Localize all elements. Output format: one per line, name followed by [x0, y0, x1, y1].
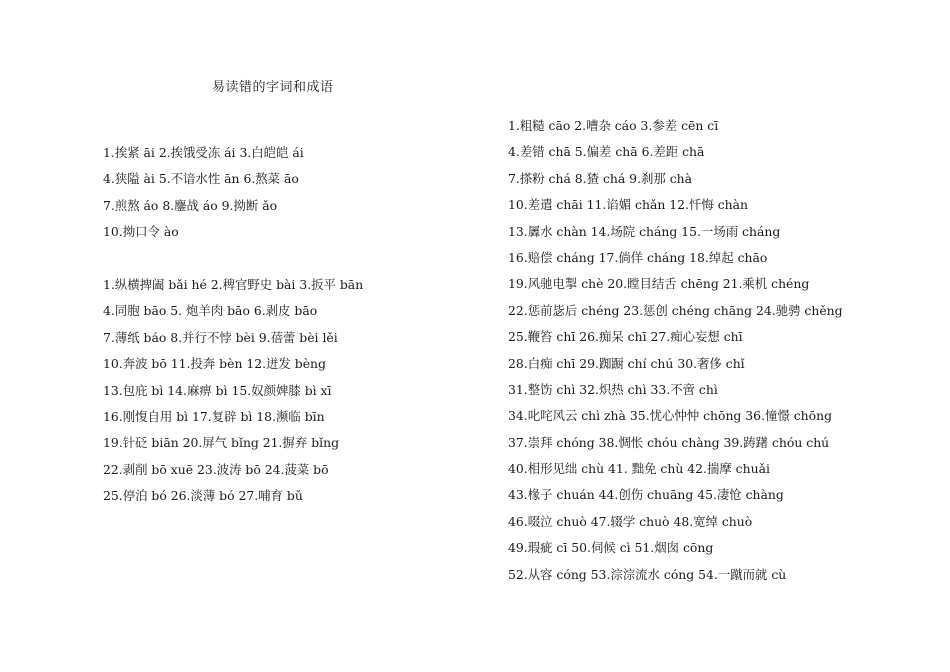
- vocab-line: 1.挨紧 āi 2.挨饿受冻 ái 3.白皑皑 ái: [103, 145, 304, 160]
- vocab-line: 16.赔偿 cháng 17.倘佯 cháng 18.绰起 chāo: [508, 249, 768, 265]
- vocab-line: 4.同胞 bāo 5. 炮羊肉 bāo 6.剥皮 bāo: [103, 303, 318, 319]
- vocab-line: 13.羼水 chàn 14.场院 cháng 15.一场雨 cháng: [508, 223, 781, 239]
- vocab-line: 7.薄纸 báo 8.并行不悖 bèi 9.蓓蕾 bèi lěi: [103, 329, 338, 345]
- vocab-line: 22.惩前毖后 chéng 23.惩创 chéng chāng 24.驰骋 chěng: [508, 302, 843, 318]
- vocab-line: 1.粗糙 cāo 2.嘈杂 cáo 3.参差 cēn cī: [508, 118, 719, 133]
- vocab-line: 25.停泊 bó 26.淡薄 bó 27.哺育 bǔ: [103, 488, 303, 504]
- vocab-line: 34.叱咤风云 chì zhà 35.忧心忡忡 chōng 36.憧憬 chōng: [508, 408, 833, 424]
- vocab-line: 10.奔波 bō 11.投奔 bèn 12.迸发 bèng: [103, 356, 326, 372]
- vocab-line: 1.纵横捭阖 bǎi hé 2.稗官野史 bài 3.扳平 bān: [103, 277, 364, 292]
- vocab-line: 19.风驰电掣 chè 20.瞠目结舌 chēng 21.乘机 chéng: [508, 276, 810, 292]
- vocab-list-a: [103, 140, 304, 246]
- document-title: 易读错的字词和成语: [212, 80, 334, 95]
- vocab-list-c: [508, 113, 843, 588]
- vocab-line: 19.针砭 biān 20.屏气 bǐng 21.摒弃 bǐng: [103, 435, 340, 451]
- vocab-line: 4.狭隘 ài 5.不谙水性 ān 6.熬菜 āo: [103, 171, 299, 187]
- vocab-line: 22.剥削 bō xuē 23.波涛 bō 24.菠菜 bō: [103, 461, 329, 477]
- vocab-line: 7.搽粉 chá 8.猹 chá 9.刹那 chà: [508, 170, 693, 186]
- vocab-line: 46.啜泣 chuò 47.辍学 chuò 48.宽绰 chuò: [508, 513, 753, 529]
- vocab-line: 10.差遣 chāi 11.谄媚 chǎn 12.忏悔 chàn: [508, 197, 748, 213]
- vocab-line: 16.刚愎自用 bì 17.复辟 bì 18.濒临 bīn: [103, 408, 325, 424]
- vocab-line: 31.整饬 chì 32.炽热 chì 33.不啻 chì: [508, 381, 718, 397]
- vocab-line: 43.椽子 chuán 44.创伤 chuāng 45.凄怆 chàng: [508, 487, 784, 503]
- vocab-line: 10.拗口令 ào: [103, 224, 179, 240]
- vocab-line: 40.相形见绌 chù 41. 黜免 chù 42.揣摩 chuǎi: [508, 461, 770, 477]
- vocab-line: 49.瑕疵 cī 50.伺候 cì 51.烟囱 cōng: [508, 540, 714, 556]
- vocab-line: 28.白痴 chī 29.踟蹰 chí chú 30.奢侈 chǐ: [508, 355, 745, 371]
- vocab-line: 37.崇拜 chóng 38.惆怅 chóu chàng 39.踌躇 chóu chú: [508, 434, 830, 450]
- vocab-line: 4.差错 chā 5.偏差 chā 6.差距 chā: [508, 144, 705, 160]
- vocab-line: 13.包庇 bì 14.麻痹 bì 15.奴颜婢膝 bì xī: [103, 382, 332, 398]
- vocab-line: 52.从容 cóng 53.淙淙流水 cóng 54.一蹴而就 cù: [508, 566, 787, 582]
- vocab-line: 7.煎熬 áo 8.鏖战 áo 9.拗断 ǎo: [103, 197, 278, 213]
- vocab-list-b: [103, 272, 363, 510]
- vocab-line: 25.鞭笞 chī 26.痴呆 chī 27.痴心妄想 chī: [508, 329, 743, 345]
